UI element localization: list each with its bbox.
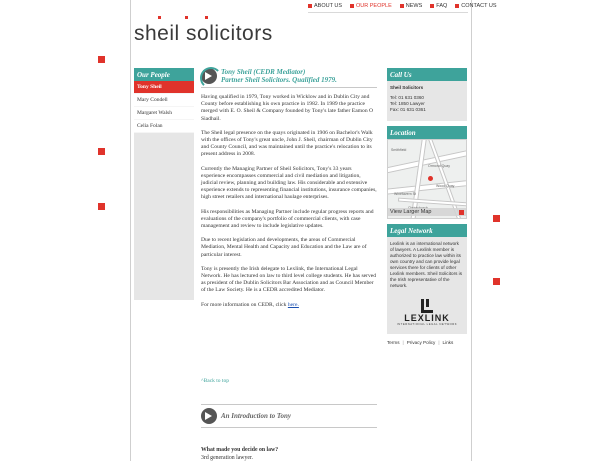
- nav-bullet-icon: [350, 4, 354, 8]
- sidebar-item-mary-condell[interactable]: Mary Condell: [134, 94, 194, 107]
- map-marker-icon: [459, 210, 464, 215]
- left-sidebar: [134, 68, 194, 300]
- nav-label: OUR PEOPLE: [356, 3, 392, 9]
- bio-paragraph: Having qualified in 1979, Tony worked in Wicklow and in Dublin City and County before establishing his own practice in 1982. In 1989 the practice merged with E. O. Sheil & Company founded by Tony's late father Eamon O Siadhail.: [201, 94, 374, 122]
- nav-bullet-icon: [455, 4, 459, 8]
- nav-bullet-icon: [308, 4, 312, 8]
- profile-title-line1: Tony Sheil (CEDR Mediator): [221, 68, 306, 76]
- location-map[interactable]: [387, 139, 467, 219]
- main-content: [201, 68, 377, 461]
- bio-paragraph: The Sheil legal presence on the quays originated in 1906 on Bachelor's Walk with the offices of Tony's great uncle, John J. Sheil, chairman of Dublin City and County Council, and was maintained until the practice's relocation to its present address in 2008.: [201, 129, 373, 158]
- sidebar-item-celia-folan[interactable]: Celia Folan: [134, 120, 194, 133]
- view-larger-map-link[interactable]: [388, 208, 466, 216]
- sidebar-item-margaret-walsh[interactable]: Margaret Walsh: [134, 107, 194, 120]
- arrow-circle-icon: [201, 68, 217, 84]
- bio-paragraph: Due to recent legislation and developments, the areas of Commercial Mediation, Mental Health and Capacity and Education and the Law are of particular interest.: [201, 237, 367, 258]
- footer-separator: |: [438, 340, 440, 345]
- footer-separator: |: [402, 340, 404, 345]
- sidebar-list: [134, 81, 194, 133]
- back-to-top-link[interactable]: ^Back to top: [201, 378, 229, 384]
- firm-name: Sheil Solicitors: [390, 85, 424, 90]
- lexlink-mark-icon: [421, 299, 433, 313]
- decor-square: [98, 148, 105, 155]
- view-larger-map-label: View Larger Map: [390, 209, 432, 215]
- top-divider: [308, 12, 468, 13]
- arrow-circle-icon: [201, 408, 217, 424]
- logo-dot: [205, 16, 208, 19]
- top-nav: [308, 3, 497, 9]
- footer-link-links[interactable]: Links: [442, 340, 454, 345]
- nav-label: FAQ: [436, 3, 448, 9]
- intro-header: [201, 404, 377, 428]
- lexlink-tagline: INTERNATIONAL LEGAL NETWORK: [396, 322, 458, 326]
- sidebar-item-tony-sheil[interactable]: Tony Sheil: [134, 81, 194, 94]
- nav-bullet-icon: [430, 4, 434, 8]
- cedr-info: [201, 302, 377, 309]
- frame-line-right: [471, 0, 472, 461]
- lexlink-description: Lexlink is an international network of lawyers. A Lexlink member is authorized to practice law within its own country and can provide legal services there for clients of other Lexlink members. Sheil Solicitors is the Irish representative of the network.: [390, 241, 462, 288]
- interview-question: What made you decide on law?: [201, 447, 279, 453]
- decor-square: [98, 56, 105, 63]
- nav-label: NEWS: [405, 3, 423, 9]
- footer-link-terms[interactable]: Terms: [387, 340, 400, 345]
- right-sidebar: [387, 68, 467, 345]
- profile-title-line2: Partner Sheil Solicitors. Qualified 1979.: [221, 76, 337, 84]
- logo-dot: [158, 16, 161, 19]
- site-logo[interactable]: sheil solicitors: [134, 22, 273, 45]
- logo-dot: [185, 16, 188, 19]
- decor-square: [98, 203, 105, 210]
- contact-box: [387, 81, 467, 121]
- location-heading: Location: [387, 126, 467, 139]
- interview-answer: 3rd generation lawyer.: [201, 455, 253, 461]
- lexlink-logo[interactable]: [395, 299, 459, 327]
- map-label: Winetavern St: [394, 192, 416, 196]
- map-label: Wood Quay: [436, 184, 455, 188]
- map-label: Smithfield: [391, 148, 407, 152]
- lexlink-wordmark: LEXLINK: [404, 313, 450, 323]
- nav-about-us[interactable]: [308, 3, 342, 9]
- intro-title: An Introduction to Tony: [221, 412, 291, 420]
- bio-paragraph: His responsibilities as Managing Partner include regular progress reports and evaluations of the company's portfolio of commercial clients, with case management and review to include legislative updates.: [201, 208, 374, 230]
- phone-2: Tel: 1850 Lawyer: [390, 101, 425, 106]
- fax-number: Fax: 01 631 0361: [390, 107, 426, 112]
- nav-label: CONTACT US: [461, 3, 497, 9]
- bio-paragraph: Currently the Managing Partner of Sheil Solicitors, Tony's 33 years experience encompasses commercial and civil mediation and litigation, judicial review, planning and building law. His considerable and extensive experience extends to representing financial institutions, insurance companies, high street retailers and international haulage enterprises.: [201, 165, 377, 201]
- nav-label: ABOUT US: [314, 3, 343, 9]
- map-road: [387, 148, 467, 174]
- nav-our-people[interactable]: [350, 3, 392, 9]
- legal-network-heading: Legal Network: [387, 224, 467, 237]
- cedr-link[interactable]: here.: [287, 301, 299, 308]
- map-label: Ormond Quay: [428, 164, 450, 168]
- decor-square: [493, 278, 500, 285]
- decor-square: [493, 215, 500, 222]
- call-us-heading: Call Us: [387, 68, 467, 81]
- nav-contact-us[interactable]: [455, 3, 496, 9]
- nav-news[interactable]: [400, 3, 423, 9]
- legal-network-box: [387, 237, 467, 334]
- profile-header: [201, 68, 377, 88]
- footer-links: [387, 340, 467, 345]
- frame-line-left: [130, 0, 131, 461]
- cedr-info-text: For more information on CEDR, click: [201, 301, 287, 308]
- footer-link-privacy[interactable]: Privacy Policy: [406, 340, 436, 345]
- map-pin-icon: [428, 176, 433, 181]
- profile-title: [221, 68, 337, 84]
- nav-bullet-icon: [400, 4, 404, 8]
- bio-paragraph: Tony is presently the Irish delegate to Lexlink, the International Legal Network. He has lectured on law to third level college students. He has served as president of the Dublin Solicitors Bar Association and as Council Member of the Law Society. He is a CEDR accredited Mediator.: [201, 265, 377, 294]
- phone-1: Tel: 01 631 0360: [390, 95, 424, 100]
- sidebar-heading: Our People: [134, 68, 194, 81]
- nav-faq[interactable]: [430, 3, 447, 9]
